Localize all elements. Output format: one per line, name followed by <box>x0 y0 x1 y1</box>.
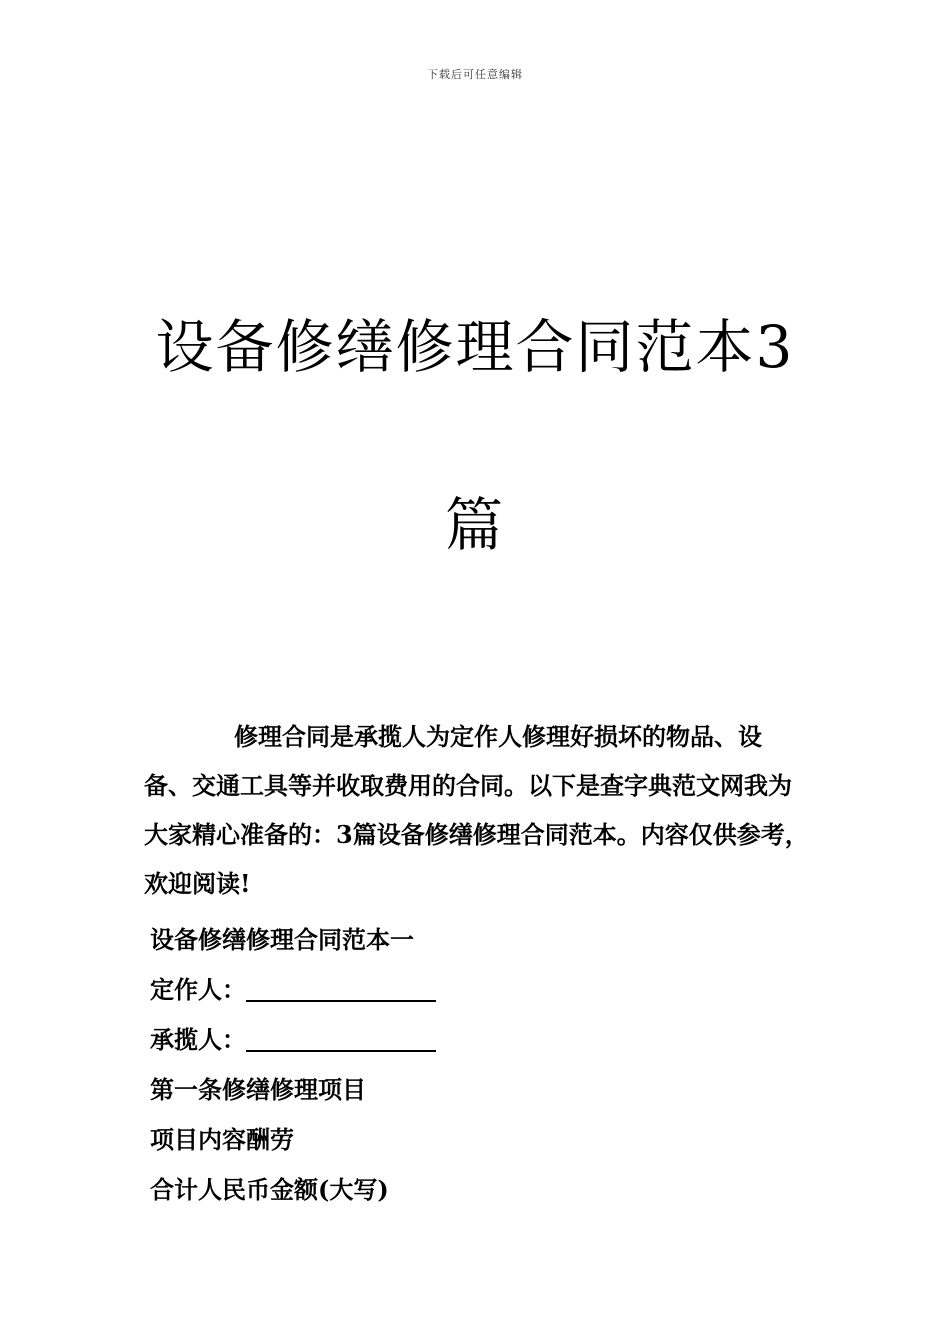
header-note: 下载后可任意编辑 <box>427 68 523 81</box>
intro-paragraph: 修理合同是承揽人为定作人修理好损坏的物品、设备、交通工具等并收取费用的合同。以下是查字典范文网我为大家精心准备的：3篇设备修缮修理合同范本。内容仅供参考，欢迎阅读! <box>144 722 809 898</box>
ordering-party-label: 定作人： <box>150 975 246 1004</box>
section-title: 设备修缮修理合同范本一 <box>150 925 414 954</box>
table-header-line: 项目内容酬劳 <box>150 1125 294 1154</box>
contractor-field <box>150 1020 436 1055</box>
contractor-blank <box>246 1028 436 1052</box>
total-amount-line: 合计人民币金额(大写) <box>150 1175 389 1204</box>
contractor-label: 承揽人： <box>150 1025 246 1054</box>
ordering-party-blank <box>246 978 436 1002</box>
article-1-heading: 第一条修缮修理项目 <box>150 1075 366 1104</box>
document-title-line-2: 篇 <box>444 491 505 559</box>
ordering-party-field <box>150 970 436 1005</box>
document-title-line-1: 设备修缮修理合同范本3 <box>155 313 795 381</box>
